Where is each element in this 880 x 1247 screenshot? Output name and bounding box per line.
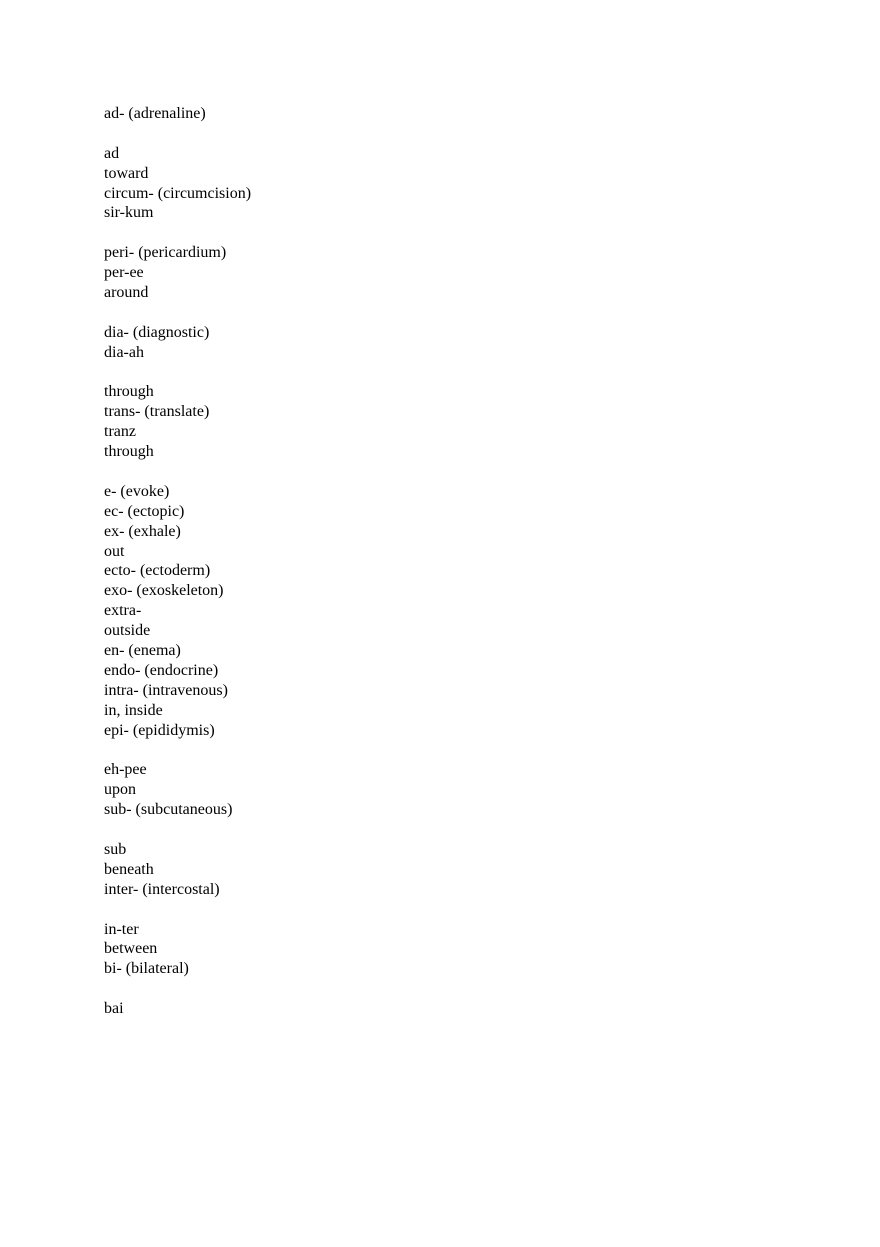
- blank-line: [104, 462, 804, 482]
- text-line: out: [104, 542, 125, 560]
- text-line: per-ee: [104, 264, 144, 282]
- blank-line: [104, 124, 804, 144]
- text-line: inter- (intercostal): [104, 880, 220, 898]
- blank-line: [104, 303, 804, 323]
- text-line: outside: [104, 622, 151, 640]
- text-line: tranz: [104, 423, 136, 441]
- blank-line: [104, 979, 804, 999]
- text-line: sub- (subcutaneous): [104, 801, 233, 819]
- text-line: ec- (ectopic): [104, 502, 185, 520]
- text-line: beneath: [104, 860, 154, 878]
- text-line: between: [104, 940, 158, 958]
- text-line: toward: [104, 164, 149, 182]
- text-line: ad- (adrenaline): [104, 105, 206, 122]
- blank-line: [104, 223, 804, 243]
- text-line: peri- (pericardium): [104, 244, 227, 262]
- text-line: endo- (endocrine): [104, 661, 219, 679]
- text-line: en- (enema): [104, 642, 181, 660]
- text-line: around: [104, 284, 149, 302]
- text-line: in-ter: [104, 920, 139, 938]
- text-line: ecto- (ectoderm): [104, 562, 211, 580]
- blank-line: [104, 900, 804, 920]
- blank-line: [104, 363, 804, 383]
- text-line: exo- (exoskeleton): [104, 582, 224, 600]
- prefix-list: [104, 104, 804, 1019]
- text-line: ad: [104, 144, 120, 162]
- text-line: eh-pee: [104, 761, 147, 779]
- text-line: upon: [104, 781, 136, 799]
- text-line: trans- (translate): [104, 403, 210, 421]
- text-line: bai: [104, 1000, 124, 1018]
- text-line: sub: [104, 840, 127, 858]
- text-line: extra-: [104, 602, 142, 620]
- text-line: bi- (bilateral): [104, 960, 189, 978]
- text-line: sir-kum: [104, 204, 154, 222]
- text-line: through: [104, 383, 154, 401]
- text-line: epi- (epididymis): [104, 721, 215, 739]
- text-line: e- (evoke): [104, 482, 170, 500]
- text-line: intra- (intravenous): [104, 681, 228, 699]
- text-line: in, inside: [104, 701, 163, 719]
- text-line: ex- (exhale): [104, 522, 181, 540]
- text-line: circum- (circumcision): [104, 184, 252, 202]
- blank-line: [104, 820, 804, 840]
- blank-line: [104, 741, 804, 761]
- text-line: dia- (diagnostic): [104, 323, 210, 341]
- text-line: through: [104, 443, 154, 461]
- text-line: dia-ah: [104, 343, 144, 361]
